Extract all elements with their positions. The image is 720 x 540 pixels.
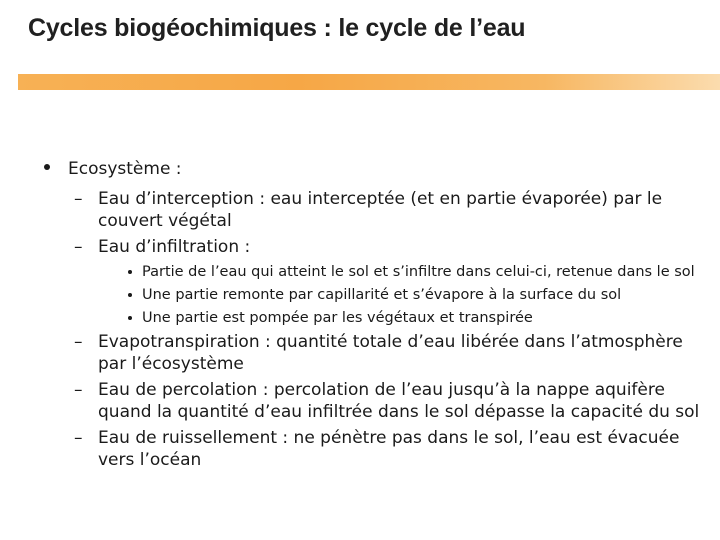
bullet-dot-icon: [44, 164, 50, 170]
list-item: [40, 308, 700, 328]
title-accent-bar: [18, 74, 720, 90]
list-item-text: Une partie remonte par capillarité et s’évapore à la surface du sol: [142, 287, 622, 303]
sub-item-interception: [40, 188, 700, 232]
bullet-label: Ecosystème :: [68, 159, 182, 179]
dash-icon: –: [74, 428, 83, 448]
dash-icon: –: [74, 237, 83, 257]
sub-item-text: Eau de ruissellement : ne pénètre pas dans le sol, l’eau est évacuée vers l’océan: [98, 428, 680, 470]
slide-body: [40, 158, 700, 475]
sub-item-infiltration: [40, 236, 700, 258]
list-item-text: Partie de l’eau qui atteint le sol et s’infiltre dans celui-ci, retenue dans le sol: [142, 264, 695, 280]
list-item-text: Une partie est pompée par les végétaux et transpirée: [142, 310, 533, 326]
bullet-dot-icon: [128, 293, 132, 297]
sub-item-ruissellement: [40, 427, 700, 471]
sub-item-text: Eau d’interception : eau interceptée (et en partie évaporée) par le couvert végétal: [98, 189, 663, 231]
infiltration-bullets: [40, 262, 700, 328]
bullet-dot-icon: [128, 270, 132, 274]
dash-icon: –: [74, 380, 83, 400]
sub-item-percolation: [40, 379, 700, 423]
list-item: [40, 285, 700, 305]
sub-item-text: Evapotranspiration : quantité totale d’eau libérée dans l’atmosphère par l’écosystème: [98, 332, 683, 374]
slide-title: Cycles biogéochimiques : le cycle de l’eau: [28, 14, 526, 42]
list-item: [40, 262, 700, 282]
bullet-ecosysteme: [40, 158, 700, 180]
sub-item-text: Eau de percolation : percolation de l’eau jusqu’à la nappe aquifère quand la quantité d’eau infiltrée dans le sol dépasse la capacité du sol: [98, 380, 700, 422]
sub-item-text: Eau d’infiltration :: [98, 237, 251, 257]
bullet-dot-icon: [128, 316, 132, 320]
dash-icon: –: [74, 332, 83, 352]
dash-icon: –: [74, 189, 83, 209]
sub-item-evapotranspiration: [40, 331, 700, 375]
